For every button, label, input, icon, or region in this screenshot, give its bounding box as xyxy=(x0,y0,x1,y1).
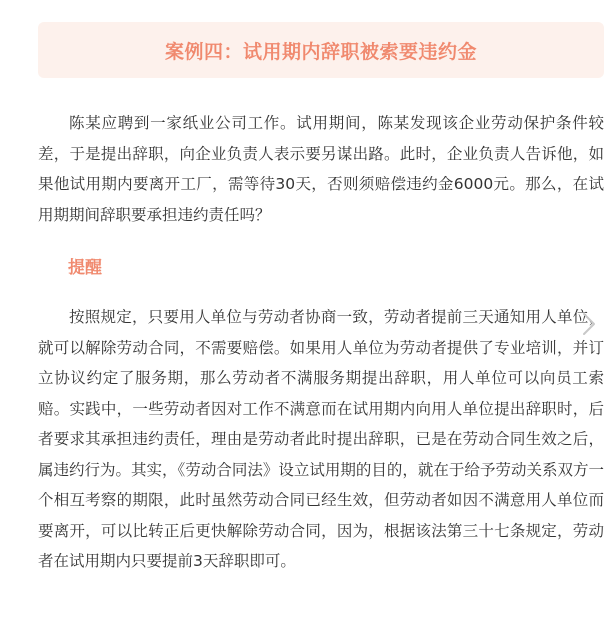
tip-label: 提醒 xyxy=(68,258,102,278)
tip-paragraph: 按照规定，只要用人单位与劳动者协商一致，劳动者提前三天通知用人单位，就可以解除劳动合同，不需要赔偿。如果用人单位为劳动者提供了专业培训，并订立协议约定了服务期，那么劳动者不满服务期提出辞职，用人单位可以向员工索赔。实践中，一些劳动者因对工作不满意而在试用期内向用人单位提出辞职时，后者要求其承担违约责任，理由是劳动者此时提出辞职，已是在劳动合同生效之后，属违约行为。其实，《劳动合同法》设立试用期的目的，就在于给予劳动关系双方一个相互考察的期限，此时虽然劳动合同已经生效，但劳动者如因不满意用人单位而要离开，可以比转正后更快解除劳动合同，因为，根据该法第三十七条规定，劳动者在试用期内只要提前3天辞职即可。 xyxy=(38,308,604,570)
chevron-right-icon xyxy=(582,312,596,336)
case-title: 案例四：试用期内辞职被索要违约金 xyxy=(164,40,477,63)
case-header xyxy=(38,22,604,78)
case-paragraph: 陈某应聘到一家纸业公司工作。试用期间，陈某发现该企业劳动保护条件较差，于是提出辞职，向企业负责人表示要另谋出路。此时，企业负责人告诉他，如果他试用期内要离开工厂，需等待30天，否则须赔偿违约金6000元。那么，在试用期期间辞职要承担违约责任吗？ xyxy=(38,114,604,224)
next-arrow-button[interactable] xyxy=(578,310,600,338)
